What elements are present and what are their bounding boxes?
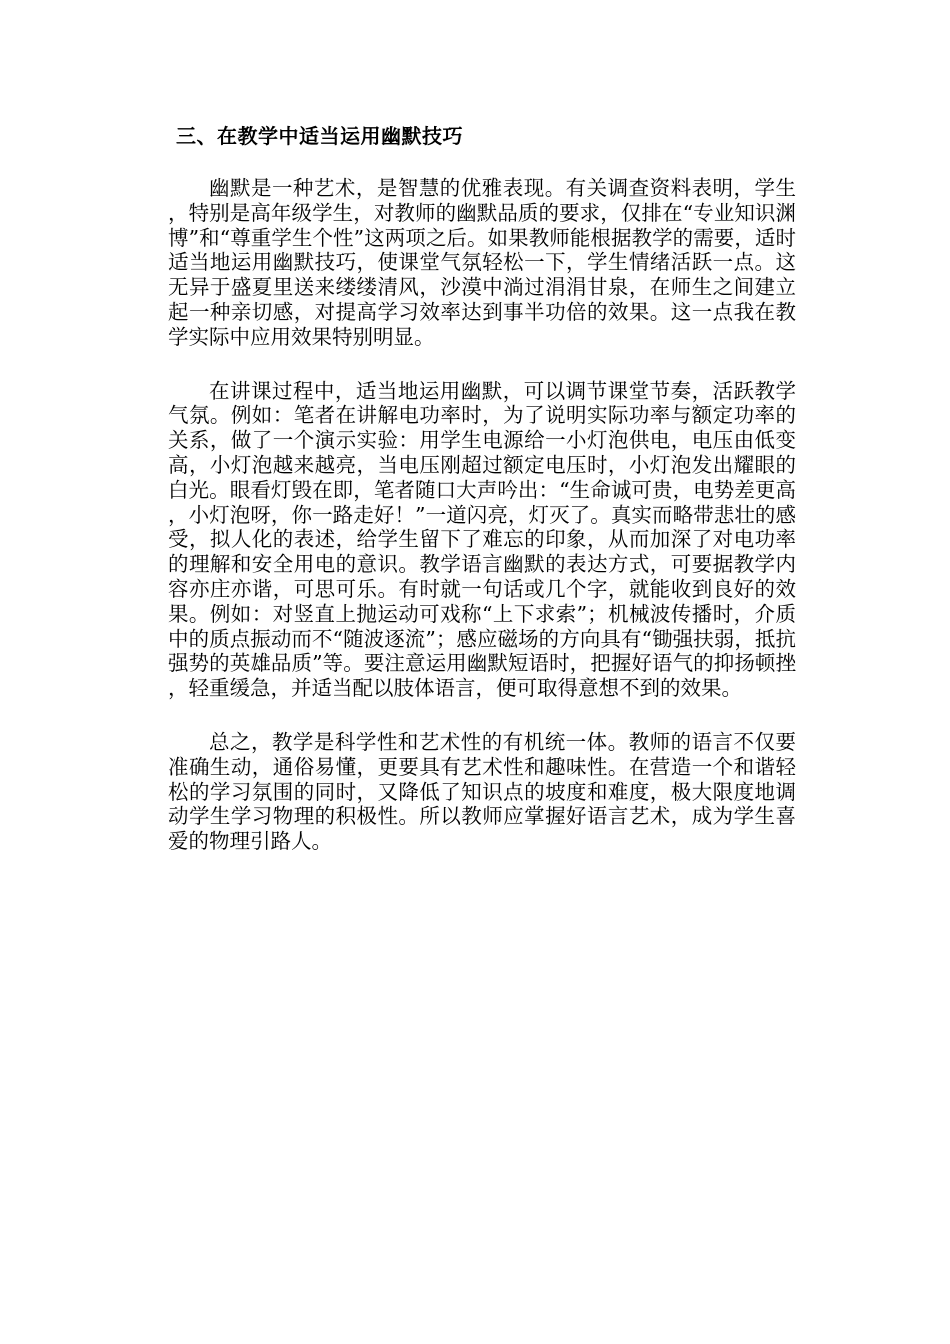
paragraph-humor-example: 在讲课过程中，适当地运用幽默，可以调节课堂节奏，活跃教学气氛。例如：笔者在讲解电功率时，为了说明实际功率与额定功率的关系，做了一个演示实验：用学生电源给一小灯泡供电，电压由低变高，小灯泡越来越亮，当电压刚超过额定电压时，小灯泡发出耀眼的白光。眼看灯毁在即，笔者随口大声吟出：“生命诚可贵，电势差更高，小灯泡呀，你一路走好！”一道闪亮，灯灭了。真实而略带悲壮的感受，拟人化的表述，给学生留下了难忘的印象，从而加深了对电功率的理解和安全用电的意识。教学语言幽默的表达方式，可要据教学内容亦庄亦谐，可思可乐。有时就一句话或几个字，就能收到良好的效果。例如：对竖直上抛运动可戏称“上下求索”；机械波传播时，介质中的质点振动而不“随波逐流”；感应磁场的方向具有“锄强扶弱，抵抗强势的英雄品质”等。要注意运用幽默短语时，把握好语气的抑扬顿挫，轻重缓急，并适当配以肢体语言，便可取得意想不到的效果。 xyxy=(168,378,796,701)
section-heading: 三、在教学中适当运用幽默技巧 xyxy=(176,124,463,148)
paragraph-humor-intro: 幽默是一种艺术，是智慧的优雅表现。有关调查资料表明，学生，特别是高年级学生，对教师的幽默品质的要求，仅排在“专业知识渊博”和“尊重学生个性”这两项之后。如果教师能根据教学的需要，适时适当地运用幽默技巧，使课堂气氛轻松一下，学生情绪活跃一点。这无异于盛夏里送来缕缕清风，沙漠中淌过涓涓甘泉，在师生之间建立起一种亲切感，对提高学习效率达到事半功倍的效果。这一点我在教学实际中应用效果特别明显。 xyxy=(168,176,796,349)
paragraph-conclusion: 总之，教学是科学性和艺术性的有机统一体。教师的语言不仅要准确生动，通俗易懂，更要具有艺术性和趣味性。在营造一个和谐轻松的学习氛围的同时，又降低了知识点的坡度和难度，极大限度地调动学生学习物理的积极性。所以教师应掌握好语言艺术，成为学生喜爱的物理引路人。 xyxy=(168,729,796,854)
document-body xyxy=(168,122,796,883)
